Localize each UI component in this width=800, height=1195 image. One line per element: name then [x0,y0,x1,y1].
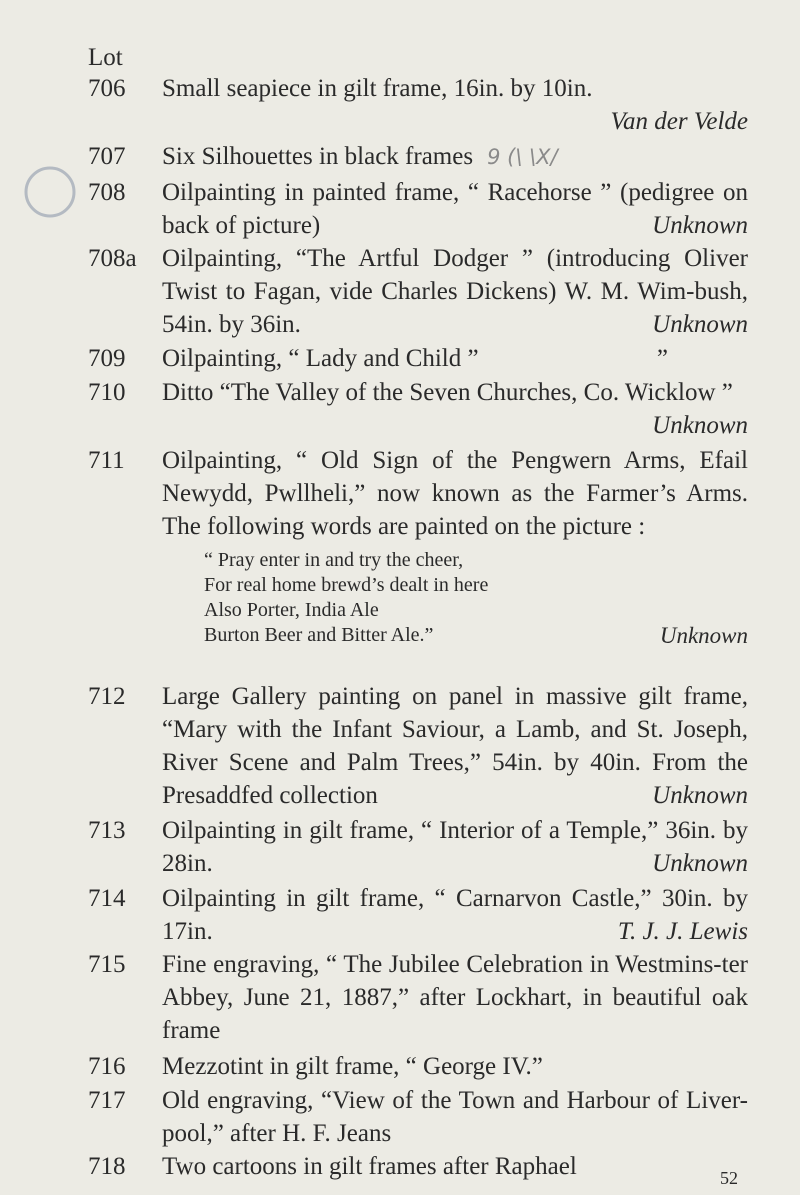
sign-verse [88,548,748,648]
lot-number: 711 [88,447,125,474]
lot-717 [88,1084,748,1150]
lot-description: Oilpainting, “ Old Sign of the Pengwern Arms, Efail Newydd, Pwllheli,” now known as the Farmer’s Arms. The following words are painted on the picture : [162,447,748,540]
lot-number: 710 [88,379,126,406]
handwritten-margin-note: 9 (\ \X/ [487,145,558,169]
ditto-mark: ” [656,345,668,372]
lot-description: Ditto “The Valley of the Seven Churches, Co. Wicklow ” [162,379,733,406]
lot-description: Oilpainting, “ Lady and Child ” [162,345,479,372]
lot-714 [88,882,748,948]
lot-number: 715 [88,951,126,978]
lot-707 [88,140,748,174]
lot-description: Old engraving, “View of the Town and Harbour of Liver-pool,” after H. F. Jeans [162,1087,748,1147]
lot-attribution: Unknown [652,412,748,439]
lot-number: 712 [88,683,126,710]
lot-713 [88,814,748,880]
lot-706 [88,72,748,138]
lot-708 [88,176,748,242]
lot-attribution: T. J. J. Lewis [617,918,748,945]
lot-number: 718 [88,1153,126,1180]
lot-attribution: Van der Velde [610,108,748,135]
lot-712 [88,680,748,812]
lot-711 [88,444,748,543]
lot-description: Mezzotint in gilt frame, “ George IV.” [162,1053,543,1080]
lot-number: 713 [88,817,126,844]
lot-number: 714 [88,885,126,912]
lot-number: 717 [88,1087,126,1114]
lot-710 [88,376,748,442]
lot-header: Lot [88,44,123,71]
lot-attribution: Unknown [652,311,748,338]
lot-number: 708 [88,179,126,206]
lot-description: Six Silhouettes in black frames [162,143,474,170]
lot-number: 706 [88,75,126,102]
lot-number: 716 [88,1053,126,1080]
verse-line: Burton Beer and Bitter Ale.” [204,624,434,646]
ink-stamp-mark [18,160,82,224]
verse-line: For real home brewd’s dealt in here [204,574,489,596]
lot-number: 707 [88,143,126,170]
lot-709 [88,342,748,375]
page-number: 52 [720,1168,738,1188]
verse-line: Also Porter, India Ale [204,599,379,621]
lot-description: Oilpainting in painted frame, “ Racehorse ” (pedigree on back of picture) [162,179,748,239]
verse-line: “ Pray enter in and try the cheer, [204,549,464,571]
lot-description: Oilpainting, “The Artful Dodger ” (introducing Oliver Twist to Fagan, vide Charles Dickens) W. M. Wim-bush, 54in. by 36in. [162,245,748,338]
lot-715 [88,948,748,1047]
lot-attribution: Unknown [652,782,748,809]
lot-attribution: Unknown [652,212,748,239]
lot-attribution: Unknown [652,850,748,877]
lot-description: Fine engraving, “ The Jubilee Celebration in Westmins-ter Abbey, June 21, 1887,” after Lockhart, in beautiful oak frame [162,951,748,1044]
lot-708a [88,242,748,341]
lot-description: Oilpainting in gilt frame, “ Interior of a Temple,” 36in. by 28in. [162,817,748,877]
lot-number: 708a [88,245,137,272]
lot-718 [88,1150,748,1183]
verse-attribution: Unknown [659,623,748,648]
lot-description: Oilpainting in gilt frame, “ Carnarvon Castle,” 30in. by 17in. [162,885,748,945]
lot-description: Large Gallery painting on panel in massive gilt frame, “Mary with the Infant Saviour, a Lamb, and St. Joseph, River Scene and Palm Trees,” 54in. by 40in. From the Presaddfed collection [162,683,748,809]
lot-number: 709 [88,345,126,372]
lot-716 [88,1050,748,1083]
lot-description: Small seapiece in gilt frame, 16in. by 10in. [162,75,593,102]
lot-description: Two cartoons in gilt frames after Raphael [162,1153,577,1180]
